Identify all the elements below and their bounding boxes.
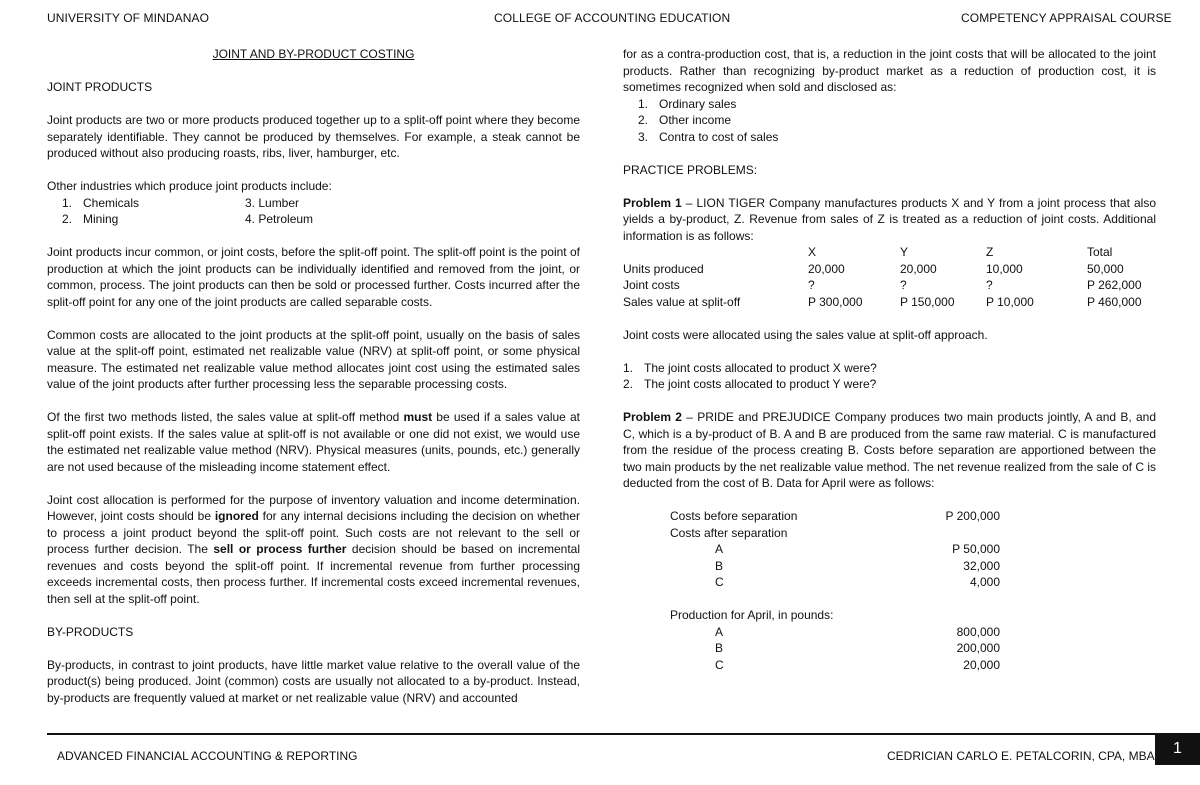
- problem-1-method: Joint costs were allocated using the sales value at split-off approach.: [623, 327, 988, 342]
- table-row: B 200,000: [715, 641, 1000, 655]
- list-item: 2. The joint costs allocated to product Y were?: [623, 377, 877, 391]
- problem-2-table: [670, 508, 1000, 673]
- table-row: C 20,000: [715, 657, 1000, 672]
- table-row: A 800,000: [715, 624, 1000, 639]
- decision-paragraph: Joint cost allocation is performed for the purpose of inventory valuation and income determination. However, joint costs should be ignored for any internal decisions including the decision on whether to process a joint product beyond the split-off point. Such costs are not relevant to the sell or process further decision. The sell or process further decision should be based on incremental revenues and costs beyond the split-off point. If incremental revenue from further processing exceeds incremental costs, then process further. If incremental costs exceed incremental revenues, then sell at the split-off point.: [47, 492, 581, 606]
- problem-2-text: Problem 2 – PRIDE and PREJUDICE Company produces two main products jointly, A and B, and C, which is a by-product of B. A and B are produced from the same raw material. C is manufactured from the residue of the process creating B. Costs before separation are apportioned between the two main products by the net realizable value method. The net revenue realized from the sale of C is deducted from the cost of B. Data for April were as follows:: [623, 410, 1156, 490]
- page-number: 1: [1155, 733, 1200, 765]
- by-products-heading: BY-PRODUCTS: [47, 624, 134, 639]
- page-title: JOINT AND BY-PRODUCT COSTING: [212, 47, 415, 61]
- problem-1-questions: [623, 360, 1156, 393]
- header-course: COMPETENCY APPRAISAL COURSE: [961, 11, 1172, 25]
- table-row: A P 50,000: [715, 542, 1000, 556]
- practice-problems-heading: PRACTICE PROBLEMS:: [623, 162, 758, 177]
- list-item: 1. Ordinary sales: [638, 96, 737, 111]
- table-row: Sales value at split-off P 300,000 P 150,000 P 10,000 P 460,000: [623, 294, 1142, 309]
- allocation-paragraph: Common costs are allocated to the joint products at the split-off point, usually on the basis of sales value at the split-off point, estimated net realizable value (NRV) at split-off point, or some physical measure. The estimated net realizable value method allocates joint cost using the estimated sales value of the joint products after further processing less the separable processing costs.: [47, 327, 580, 391]
- footer-author: CEDRICIAN CARLO E. PETALCORIN, CPA, MBA: [887, 749, 1155, 763]
- table-row: Costs after separation: [670, 525, 788, 540]
- table-row: Costs before separation P 200,000: [670, 509, 1000, 523]
- header-college: COLLEGE OF ACCOUNTING EDUCATION: [494, 11, 731, 25]
- footer-divider: [47, 733, 1155, 735]
- list-item: 3. Contra to cost of sales: [638, 129, 779, 144]
- right-column: [623, 46, 1156, 673]
- list-item: 1. The joint costs allocated to product X were?: [623, 360, 877, 375]
- header-university: UNIVERSITY OF MINDANAO: [47, 11, 209, 25]
- problem-1-text: Problem 1 – LION TIGER Company manufactures products X and Y from a joint process that also yields a by-product, Z. Revenue from sales of Z is treated as a reduction of joint costs. Additional information is as follows:: [623, 195, 1156, 243]
- recognition-list: [638, 96, 1156, 146]
- list-item: 1. Chemicals 3. Lumber: [62, 195, 300, 210]
- contra-production-paragraph: for as a contra-production cost, that is, a reduction in the joint costs that will be allocated to the joint products. Rather than recognizing by-product market as a reduction of production cost, it is sometimes recognized when sold and disclosed as:: [623, 47, 1156, 94]
- table-row: C 4,000: [715, 575, 1000, 589]
- table-row: Production for April, in pounds:: [670, 608, 834, 622]
- footer-course: ADVANCED FINANCIAL ACCOUNTING & REPORTING: [57, 749, 358, 763]
- joint-products-heading: JOINT PRODUCTS: [47, 80, 153, 94]
- list-item: 2. Mining 4. Petroleum: [62, 212, 314, 226]
- split-off-paragraph: Joint products incur common, or joint costs, before the split-off point. The split-off point is the point of production at which the joint products can be individually identified and removed from the joint, or common, process. The joint products can then be sold or processed further. Costs incurred after the split-off point for any one of the joint products are called separable costs.: [47, 245, 580, 309]
- industries-list: [62, 195, 580, 228]
- left-column: [47, 46, 580, 706]
- table-row: Joint costs ? ? ? P 262,000: [623, 278, 1142, 292]
- industries-intro: Other industries which produce joint products include:: [47, 179, 332, 193]
- list-item: 2. Other income: [638, 113, 732, 127]
- methods-paragraph: Of the first two methods listed, the sales value at split-off method must be used if a sales value at split-off point exists. If the sales value at split-off is not available or one did not exist, we would use the estimated net realizable value method (NRV). Physical measures (units, pounds, etc.) generally are not used because of the misleading income statement effect.: [47, 410, 580, 474]
- table-header-row: X Y Z Total: [808, 245, 1113, 259]
- by-products-paragraph: By-products, in contrast to joint products, have little market value relative to the overall value of the product(s) being produced. Joint (common) costs are usually not allocated to a by-product. Instead, by-products are frequently valued at market or net realizable value (NRV) and accounted: [47, 657, 580, 705]
- table-row: Units produced 20,000 20,000 10,000 50,000: [623, 261, 1124, 276]
- joint-products-paragraph: Joint products are two or more products produced together up to a split-off point where they become separately identifiable. They cannot be produced by themselves. For example, a steak cannot be produced without also producing roasts, ribs, liver, hamburger, etc.: [47, 113, 580, 160]
- table-row: B 32,000: [715, 558, 1000, 573]
- problem-1-table: [623, 244, 1142, 310]
